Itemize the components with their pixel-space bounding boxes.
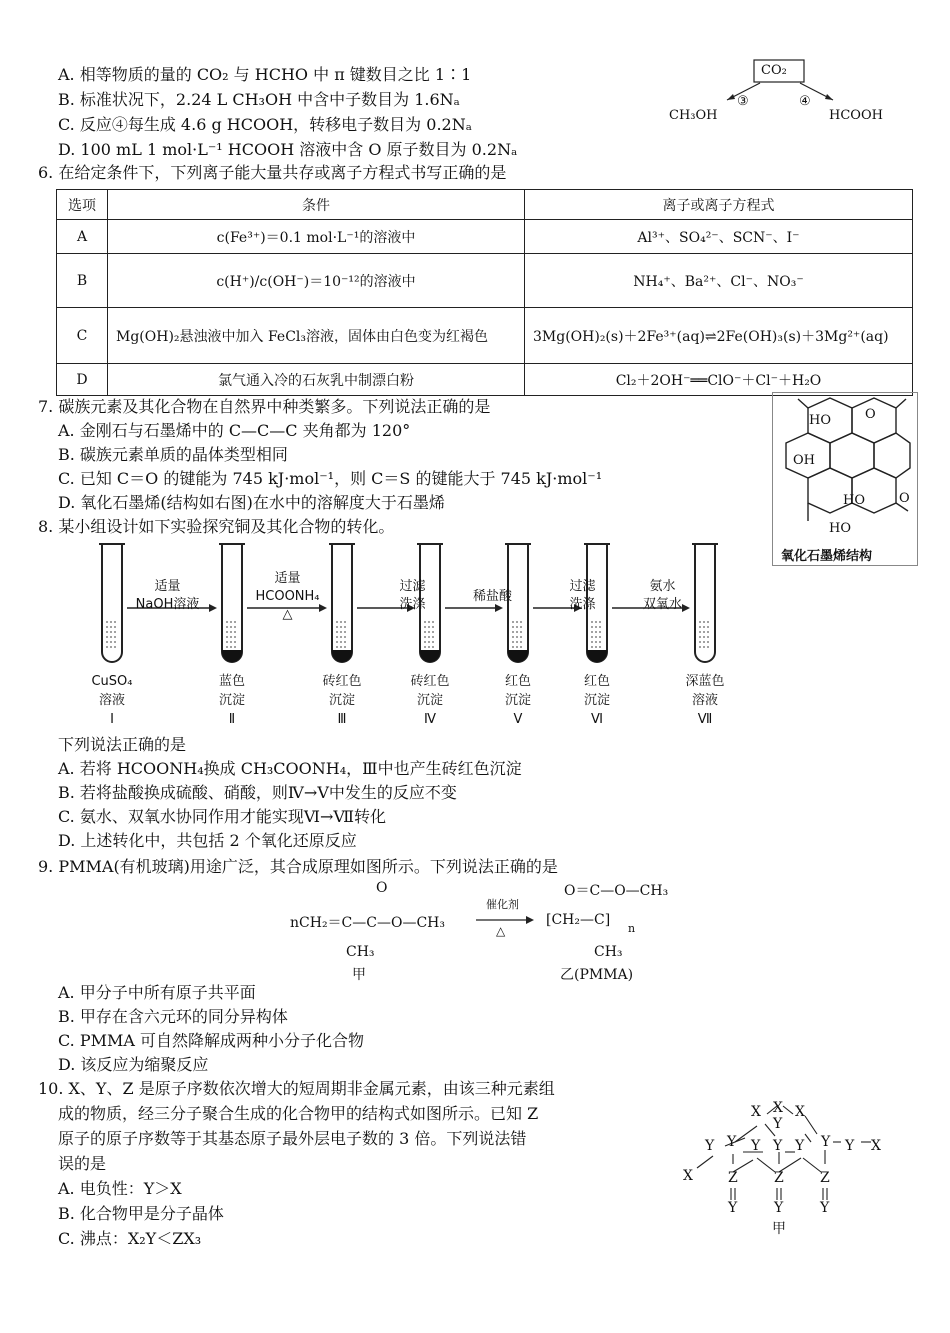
carbonyl-o: O [376,880,388,896]
q10-stem-line1: 10. X、Y、Z 是原子序数依次增大的短周期非金属元素，由该三种元素组 [38,1079,555,1098]
graphene-label: HO [843,493,865,508]
tube-label: CuSO₄ 溶液 Ⅰ [91,674,133,727]
atom-label: Z [728,1170,738,1186]
table-cell: Al³⁺、SO₄²⁻、SCN⁻、I⁻ [525,220,913,254]
polymer-name: 乙(PMMA) [560,967,634,983]
test-tube-2 [219,544,245,662]
pmma-equation [290,878,710,988]
methanol-label: CH₃OH [669,108,718,123]
table-cell: 3Mg(OH)₂(s)＋2Fe³⁺(aq)⇌2Fe(OH)₃(s)＋3Mg²⁺(aq) [525,308,913,364]
atom-label: X [773,1100,783,1116]
polymer-methyl: CH₃ [594,944,623,960]
polymer-ester: O＝C—O—CH₃ [564,883,669,899]
q7-stem: 7. 碳族元素及其化合物在自然界中种类繁多。下列说法正确的是 [38,397,491,416]
atom-label: Z [774,1170,784,1186]
reaction-step-label: 过滤 洗涤 [569,579,596,612]
graphene-label: HO [829,521,851,536]
graphene-label: O [899,491,910,506]
q10-stem-line4: 误的是 [58,1154,107,1173]
atom-label: Y [845,1138,855,1154]
reaction-step-label: 适量 HCOONH₄ △ [255,571,320,622]
atom-label: Y [773,1116,783,1132]
table-cell: B [57,254,108,308]
atom-label: Y [728,1200,738,1216]
table-cell: c(Fe³⁺)＝0.1 mol·L⁻¹的溶液中 [108,220,525,254]
tube-label: 砖红色 沉淀 Ⅲ [322,674,362,727]
table-cell: D [57,364,108,396]
q7-option-a: A. 金刚石与石墨烯中的 C—C—C 夹角都为 120° [58,421,411,440]
graphene-label: O [865,407,876,422]
table-header: 选项 [57,190,108,220]
q6-stem: 6. 在给定条件下，下列离子能大量共存或离子方程式书写正确的是 [38,163,507,182]
reaction-step-label: 过滤 洗涤 [399,579,426,612]
atom-label: Y [727,1134,737,1150]
q7-option-b: B. 碳族元素单质的晶体类型相同 [58,445,288,464]
graphene-label: HO [809,413,831,428]
q8-option-a: A. 若将 HCOONH₄换成 CH₃COONH₄，Ⅲ中也产生砖红色沉淀 [58,759,522,778]
reaction-step-label: 稀盐酸 [472,589,512,604]
heat-label: △ [496,924,506,938]
q8-sub: 下列说法正确的是 [58,735,187,754]
graphene-label: OH [793,453,815,468]
atom-label: Y [821,1134,831,1150]
atom-label: Y [773,1138,783,1154]
q9-stem: 9. PMMA(有机玻璃)用途广泛，其合成原理如图所示。下列说法正确的是 [38,857,558,876]
step3-label: ③ [737,94,749,109]
table-header: 条件 [108,190,525,220]
q8-option-b: B. 若将盐酸换成硫酸、硝酸，则Ⅳ→Ⅴ中发生的反应不变 [58,783,457,802]
q9-option-b: B. 甲存在含六元环的同分异构体 [58,1007,288,1026]
compound-jia-structure [675,1098,905,1238]
tube-label: 砖红色 沉淀 Ⅳ [410,674,450,727]
catalyst-label: 催化剂 [486,898,519,911]
q9-option-d: D. 该反应为缩聚反应 [58,1055,209,1074]
atom-label: X [795,1104,805,1120]
arrow-head [209,604,217,612]
polymer-n: n [628,922,636,935]
graphene-caption: 氧化石墨烯结构 [781,549,873,564]
monomer-methyl: CH₃ [346,944,375,960]
q10-option-a: A. 电负性：Y＞X [58,1179,182,1198]
table-cell: C [57,308,108,364]
test-tube-3 [329,544,355,662]
q7-option-d: D. 氧化石墨烯(结构如右图)在水中的溶解度大于石墨烯 [58,493,445,512]
tube-label: 深蓝色 溶液 Ⅶ [685,674,725,727]
atom-label: Y [795,1138,805,1154]
table-header: 离子或离子方程式 [525,190,913,220]
atom-label: Y [774,1200,784,1216]
tube-label: 蓝色 沉淀 Ⅱ [218,674,245,727]
polymer-formula: [CH₂—C] [546,912,611,928]
test-tube-1 [99,544,125,662]
atom-label: X [683,1168,693,1184]
table-cell: 氯气通入冷的石灰乳中制漂白粉 [108,364,525,396]
graphene-oxide-figure [772,392,918,566]
atom-label: Y [705,1138,715,1154]
q8-stem: 8. 某小组设计如下实验探究铜及其化合物的转化。 [38,517,395,536]
q8-option-d: D. 上述转化中，共包括 2 个氧化还原反应 [58,831,357,850]
table-cell: NH₄⁺、Ba²⁺、Cl⁻、NO₃⁻ [525,254,913,308]
table-cell: Mg(OH)₂悬浊液中加入 FeCl₃溶液，固体由白色变为红褐色 [108,308,525,364]
atom-label: Y [751,1138,761,1154]
tube-label: 红色 沉淀 Ⅵ [583,674,610,727]
q5-option-b: B. 标准状况下，2.24 L CH₃OH 中含中子数目为 1.6Nₐ [58,90,460,109]
atom-label: X [751,1104,761,1120]
co2-label: CO₂ [761,63,787,78]
q10-stem-line2: 成的物质，经三分子聚合生成的化合物甲的结构式如图所示。已知 Z [58,1104,539,1123]
tube-label: 红色 沉淀 Ⅴ [504,674,531,727]
q5-option-d: D. 100 mL 1 mol·L⁻¹ HCOOH 溶液中含 O 原子数目为 0.2Nₐ [58,140,518,159]
q10-option-b: B. 化合物甲是分子晶体 [58,1204,224,1223]
q10-stem-line3: 原子的原子序数等于其基态原子最外层电子数的 3 倍。下列说法错 [58,1129,527,1148]
monomer-formula: nCH₂＝C—C—O—CH₃ [290,915,445,931]
q8-option-c: C. 氨水、双氧水协同作用才能实现Ⅵ→Ⅶ转化 [58,807,386,826]
formic-acid-label: HCOOH [829,108,883,123]
atom-label: Z [820,1170,830,1186]
q5-option-a: A. 相等物质的量的 CO₂ 与 HCHO 中 π 键数目之比 1∶1 [58,65,472,84]
co2-conversion-diagram [665,50,905,130]
table-cell: c(H⁺)/c(OH⁻)＝10⁻¹²的溶液中 [108,254,525,308]
step4-label: ④ [799,94,811,109]
q10-option-c: C. 沸点：X₂Y＜ZX₃ [58,1229,202,1248]
q5-option-c: C. 反应④每生成 4.6 g HCOOH，转移电子数目为 0.2Nₐ [58,115,472,134]
table-cell: A [57,220,108,254]
monomer-name: 甲 [352,967,366,983]
table-cell: Cl₂＋2OH⁻══ClO⁻＋Cl⁻＋H₂O [525,364,913,396]
atom-label: X [871,1138,881,1154]
compound-jia-caption: 甲 [772,1221,786,1237]
q9-option-c: C. PMMA 可自然降解成两种小分子化合物 [58,1031,365,1050]
q7-option-c: C. 已知 C＝O 的键能为 745 kJ·mol⁻¹，则 C＝S 的键能大于 745 kJ·mol⁻¹ [58,469,603,488]
reaction-step-label: 适量 NaOH溶液 [135,579,200,612]
q6-table [56,189,913,396]
q9-option-a: A. 甲分子中所有原子共平面 [58,983,256,1002]
reaction-step-label: 氨水 双氧水 [642,579,682,612]
atom-label: Y [820,1200,830,1216]
